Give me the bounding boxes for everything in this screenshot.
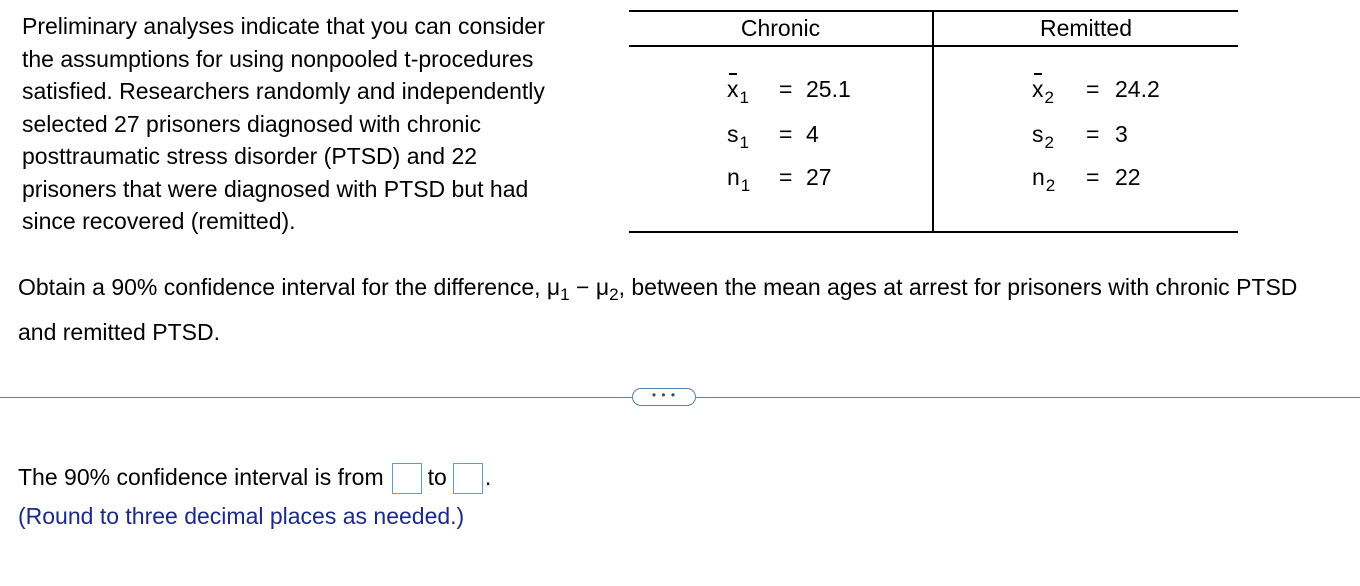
upper-bound-input[interactable] (453, 463, 483, 494)
intro-line: posttraumatic stress disorder (PTSD) and 22 (22, 143, 478, 169)
more-options-button[interactable]: • • • (632, 388, 696, 406)
answer-line (18, 462, 491, 494)
intro-line: selected 27 prisoners diagnosed with chronic (22, 110, 481, 137)
n1-symbol: $n_1$ (727, 164, 751, 195)
s2-symbol: $s_2$ (1032, 121, 1054, 152)
mu1-subscript: 1 (560, 285, 570, 304)
xbar1-value: 25.1 (806, 76, 851, 102)
equals-sign: = (1086, 76, 1100, 102)
mu1-symbol: μ (546, 274, 561, 300)
equals-sign: = (779, 121, 793, 147)
question-text (18, 266, 1338, 353)
answer-middle: to (427, 464, 447, 490)
intro-line: the assumptions for using nonpooled t-procedures (22, 45, 534, 72)
header-remitted: Remitted (1039, 15, 1133, 41)
intro-line: satisfied. Researchers randomly and independently (22, 78, 545, 104)
question-pre: Obtain a 90% confidence interval for the difference, (18, 274, 547, 300)
n1-value: 27 (806, 164, 832, 190)
header-chronic: Chronic (740, 15, 821, 41)
intro-line: since recovered (remitted). (22, 208, 296, 234)
s2-value: 3 (1115, 121, 1128, 147)
equals-sign: = (779, 76, 793, 102)
intro-line: Preliminary analyses indicate that you can consider (22, 13, 545, 39)
minus-sign: − (569, 274, 596, 300)
n2-symbol: $n_2$ (1032, 164, 1056, 195)
mu2-symbol: μ (595, 274, 610, 300)
rounding-hint: (Round to three decimal places as needed.) (18, 503, 465, 529)
xbar2-symbol: $x_2$ (1032, 76, 1054, 107)
xbar2-value: 24.2 (1115, 76, 1160, 102)
s1-value: 4 (806, 121, 819, 147)
problem-intro (22, 10, 622, 238)
equals-sign: = (1086, 164, 1100, 190)
n2-value: 22 (1115, 164, 1141, 190)
equals-sign: = (779, 164, 793, 190)
lower-bound-input[interactable] (392, 463, 422, 494)
summary-statistics-table (629, 10, 1238, 233)
equals-sign: = (1086, 121, 1100, 147)
column-divider (932, 12, 934, 231)
s1-symbol: $s_1$ (727, 121, 749, 152)
answer-prefix: The 90% confidence interval is from (18, 464, 384, 490)
answer-suffix: . (484, 464, 492, 490)
question-post: , between the mean ages at arrest for prisoners with chronic PTSD and remitted PTSD. (18, 274, 1298, 345)
mu2-subscript: 2 (609, 285, 619, 304)
intro-line: prisoners that were diagnosed with PTSD but had (22, 175, 529, 202)
xbar1-symbol: $x_1$ (727, 76, 749, 107)
